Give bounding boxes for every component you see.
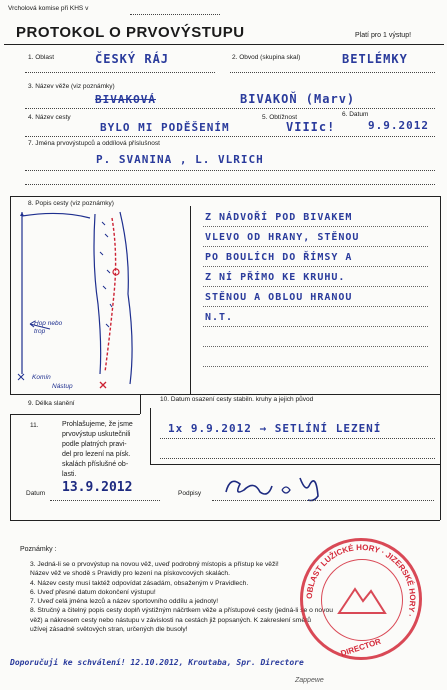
field-value-sign-date: 13.9.2012 [62,480,133,495]
section-border [10,394,440,395]
signature-image [220,470,330,504]
writing-line [203,286,428,287]
field-label-district: 2. Obvod (skupina skal) [232,54,301,61]
route-sketch [10,204,190,394]
field-label-rings: 10. Datum osazení cesty stabiln. kruhy a jejich původ [160,396,314,403]
note-item: 7. Uveď celá jména lezců a název sportovního oddílu a jednoty! [30,598,219,606]
field-value-climbers: P. SVANINA , L. VLRICH [96,153,264,166]
row-line [160,438,435,439]
section-border [10,414,140,415]
sketch-arrow [20,212,24,216]
field-value-rings: 1x 9.9.2012 → SETLÍNÍ LEZENÍ [168,422,382,435]
description-line: PO BOULÍCH DO ŘÍMSY A [205,252,353,263]
field-label-signatures: Podpisy [178,490,202,497]
note-item: 4. Název cesty musí taktéž odpovídat zásadám, obsaženým v Pravidlech. [30,579,249,587]
section-border [150,464,440,465]
description-line: VLEVO OD HRANY, STĚNOU [205,232,360,243]
writing-line [203,366,428,367]
section-border [10,520,440,521]
field-label-date: 6. Datum [342,111,369,118]
signature-stroke [300,478,318,501]
divider [4,44,444,45]
field-label-rappel: 9. Délka slanění [28,400,75,407]
field-value-district: BETLÉMKY [342,52,408,66]
section-border [440,196,441,394]
issuer-line: Vrcholová komise při KHS v [8,5,89,12]
row-line [25,184,435,185]
stamp-director: DIRECTOR [339,636,383,659]
signature-stroke [282,487,290,493]
page-title: PROTOKOL O PRVOVÝSTUPU [16,24,245,41]
field-label-description: 8. Popis cesty (viz poznámky) [28,200,114,207]
writing-line [203,266,428,267]
signature-stroke [226,481,272,494]
writing-line [203,326,428,327]
issuer-underline [130,14,220,15]
row-line [212,500,434,501]
field-value-date: 9.9.2012 [368,119,429,132]
declaration-line: lasti. [62,471,77,478]
sketch-texture [100,222,112,327]
row-line [25,170,435,171]
row-divider [150,408,151,464]
writing-line [203,226,428,227]
field-value-grade: VIIIc! [286,120,336,134]
valid-note: Platí pro 1 výstup! [355,32,412,39]
note-item: 3. Jedná-li se o prvovýstup na novou věž, uveď podrobný místopis a přístup ke věži! [30,561,279,568]
sketch-label-start: Nástup [52,383,73,390]
declaration-line: del pro lezení na písk. [62,451,131,458]
sketch-cross [18,374,24,380]
field-label-route: 4. Název cesty [28,114,71,121]
row-line [50,500,160,501]
sketch-start-mark [100,382,106,388]
field-label-grade: 5. Obtížnost [262,114,298,121]
section-border [10,196,440,197]
row-line [25,108,435,109]
approval-handwriting: Doporučuji ke schválení! 12.10.2012, Kroutaba, Spr. Directore [10,658,304,667]
sketch-label-hop: Hop nebo [34,320,63,327]
footer-small-note: Zappewe [295,677,324,684]
description-line: Z NÍ PŘÍMO KE KRUHU. [205,272,346,283]
sketch-divider [190,206,191,394]
writing-line [203,346,428,347]
field-value-tower: BIVAKOŇ (Marv) [240,92,356,106]
description-line: N.T. [205,312,234,323]
row-line [25,72,215,73]
declaration-line: Prohlašujeme, že jsme [62,421,133,428]
field-label-area: 1. Oblast [28,54,55,61]
field-label-sign-date: Datum [26,490,46,497]
field-value-route: BYLO MI PODĚŠENÍM [100,121,230,134]
writing-line [203,246,428,247]
note-item: věž) a nákresem cesty nebo nástupu v závislosti na cestách již popsaných. K zakreslení směrů [30,616,312,624]
declaration-text [62,420,144,480]
note-item: 6. Uveď přesné datum dokončení výstupu! [30,588,156,596]
notes-heading: Poznámky : [20,546,57,553]
sketch-label-chimney: Komín [32,374,51,381]
field-label-declaration: 11. [30,422,39,429]
sketch-label-trop: trop [34,328,46,335]
field-label-climbers: 7. Jména prvovýstupců a oddílová příslušnost [28,140,160,147]
field-value-tower-struck: BIVAKOVÁ [95,93,156,106]
sketch-route-line [105,218,116,372]
note-item: 8. Stručný a čitelný popis cesty doplň výstižným náčrtkem věže a přístupové cesty (jedná-li se o novou [30,607,333,615]
field-value-area: ČESKÝ RÁJ [95,52,170,66]
note-item: užívej zásadně světových stran, určených dle busoly! [30,626,188,634]
declaration-line: prvovýstup uskutečnili [62,431,131,438]
description-line: Z NÁDVOŘÍ POD BIVAKEM [205,212,353,223]
row-divider [140,394,141,414]
writing-line [203,306,428,307]
sketch-wall-left [22,212,90,374]
note-item: Název věž ve shodě s Pravidly pro lezení na pískovcových skalách. [30,570,230,578]
sketch-rock-right [120,212,132,384]
row-line [230,72,435,73]
row-line [25,136,435,137]
section-border [10,414,11,520]
sketch-rock-left [94,214,101,374]
declaration-line: podle platných pravi- [62,441,127,448]
row-line [160,458,435,459]
description-line: STĚNOU A OBLOU HRANOU [205,292,353,303]
field-label-tower: 3. Název věže (viz poznámky) [28,83,115,90]
stamp-ring-label [305,543,417,618]
section-border [440,394,441,520]
declaration-line: skalách příslušné ob- [62,461,129,468]
stamp-ring-textpath: OBLAST LUŽICKÉ HORY · JIZERSKÉ HORY · [304,542,418,619]
